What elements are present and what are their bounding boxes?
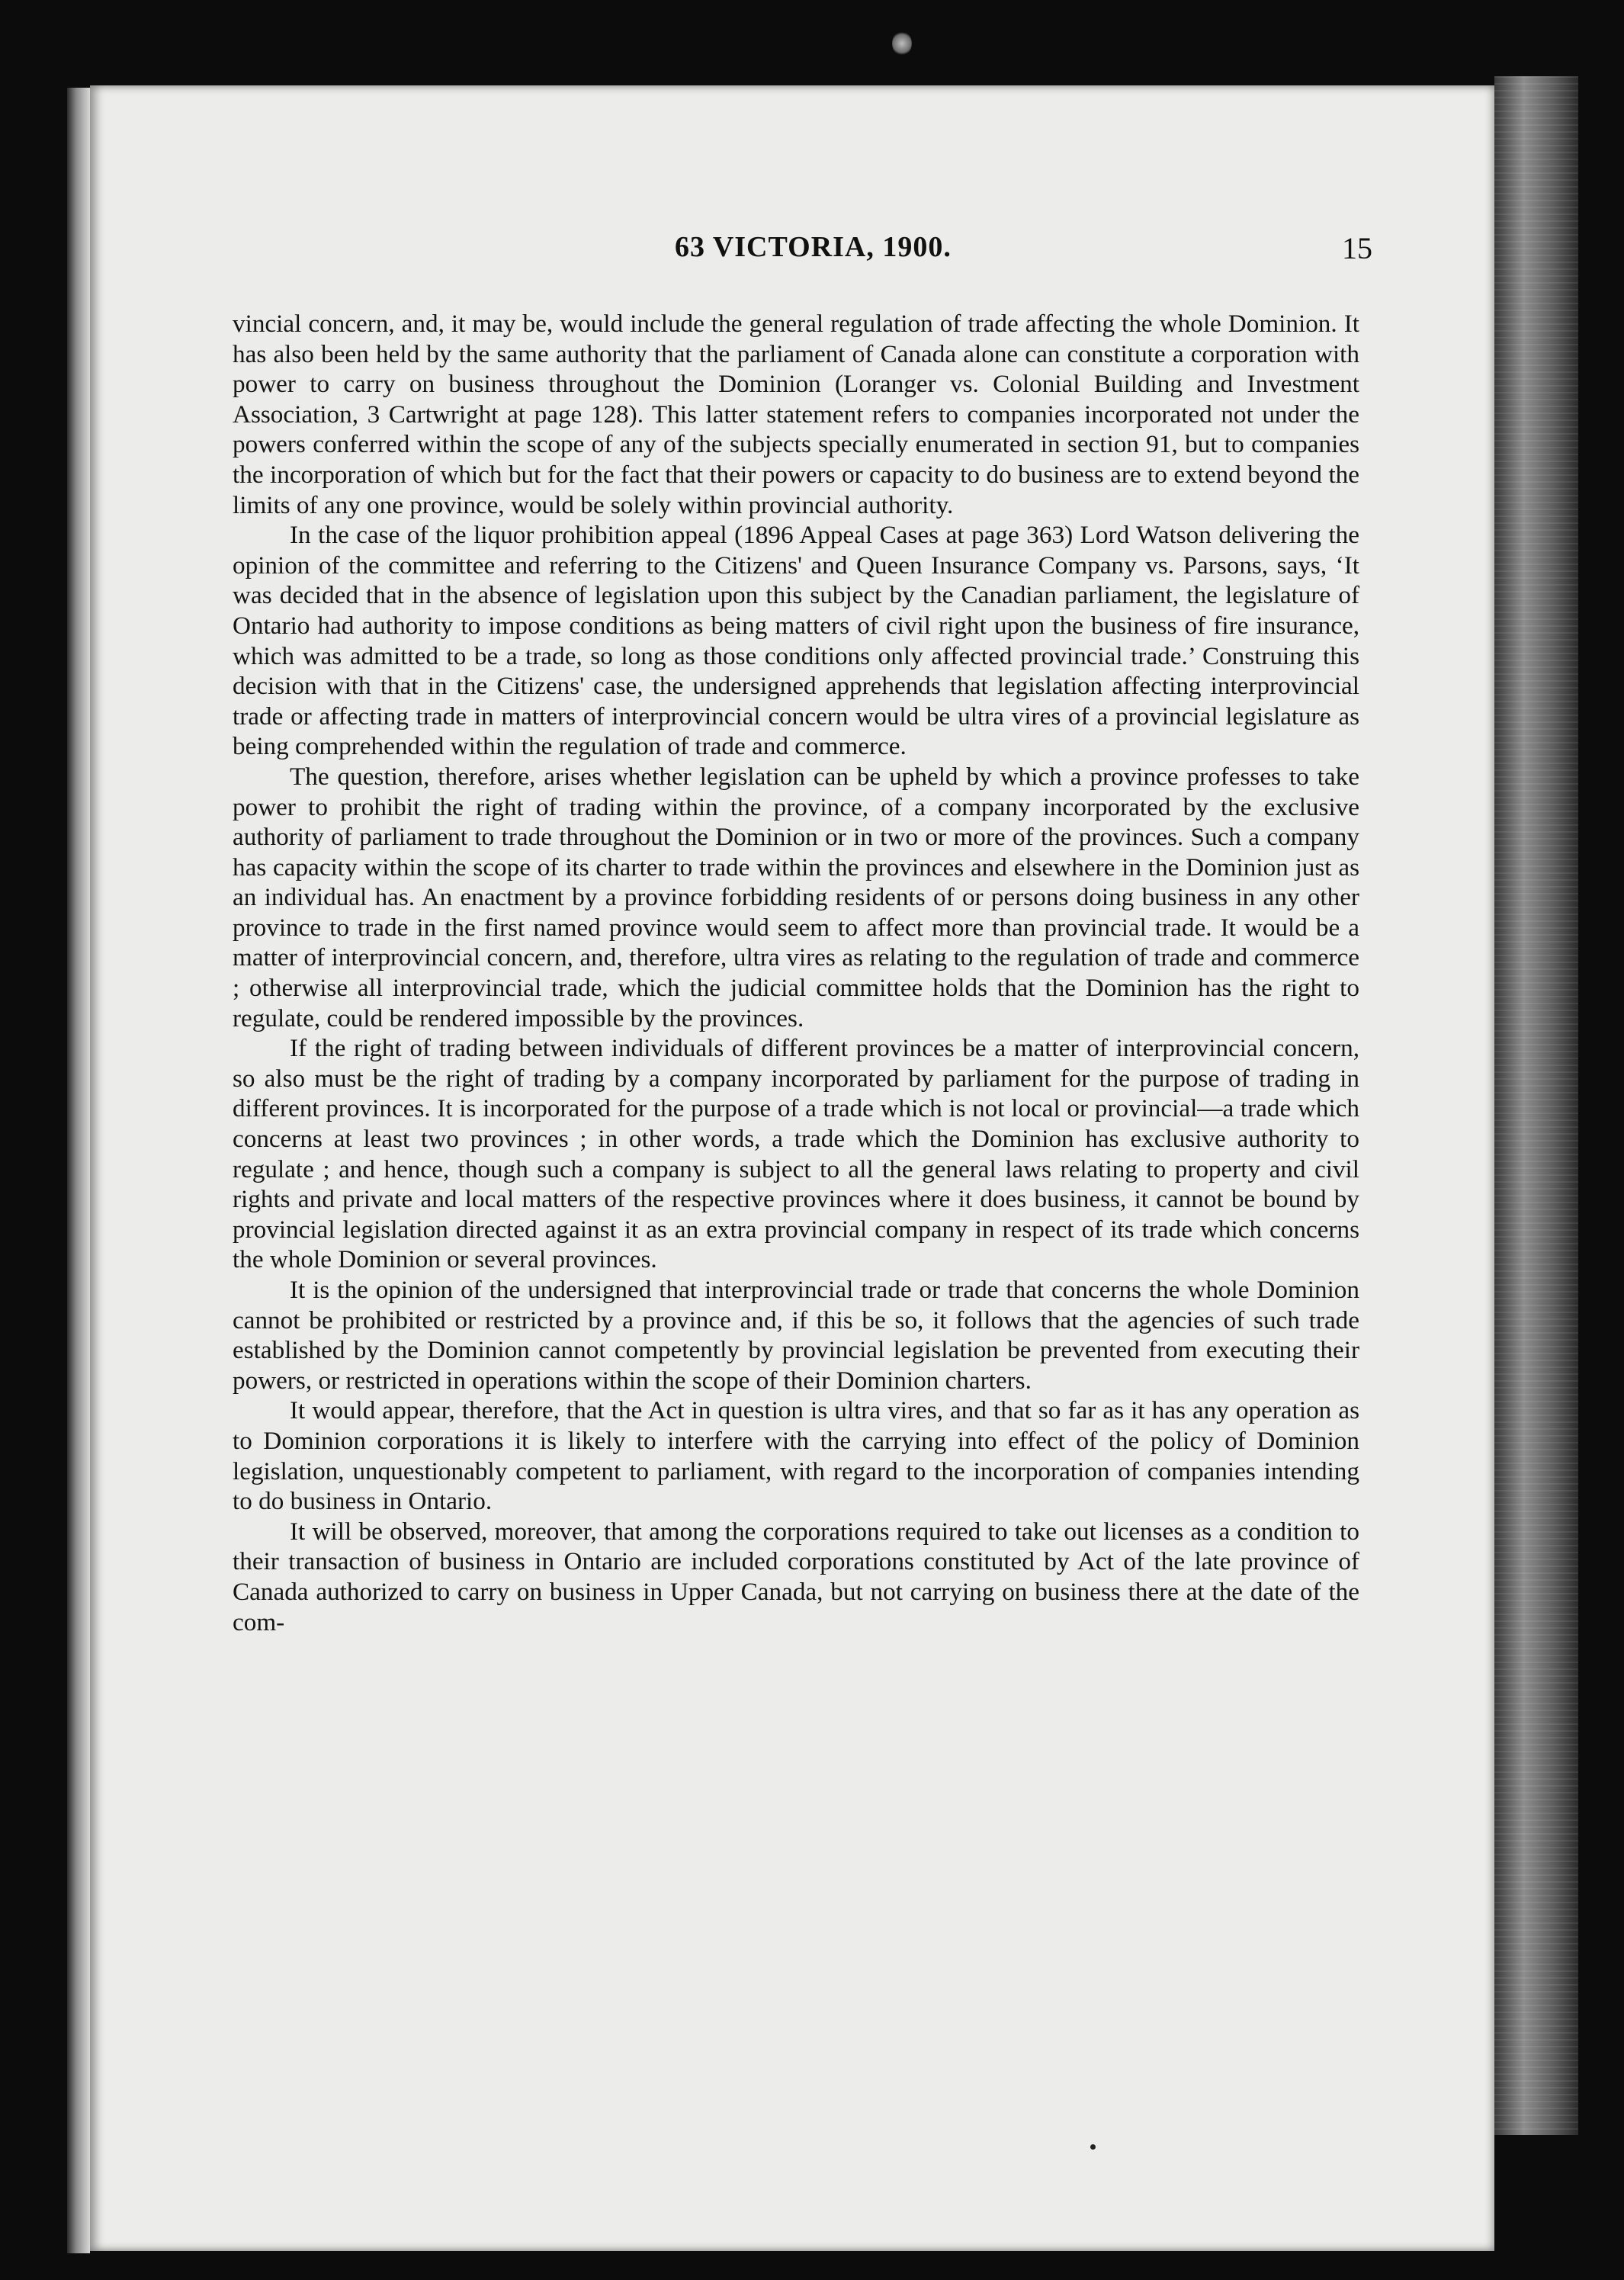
paragraph-5: It is the opinion of the undersigned that interprovincial trade or trade that concerns the whole Dominion cannot be prohibited or restricted by a province and, if this be so, it follows that the agencies of such trade established by the Dominion cannot competently by provincial legislation be prevented from executing their powers, or restricted in operations within the scope of their Dominion charters.	[233, 1276, 1359, 1395]
footer-dot	[1090, 2144, 1096, 2150]
top-scan-mark	[892, 31, 912, 56]
paragraph-6: It would appear, therefore, that the Act in question is ultra vires, and that so far as it has any operation as to Dominion corporations it is likely to interfere with the carrying into effect of the policy of Dominion legislation, unquestionably competent to parliament, with regard to the incorporation of companies intending to do business in Ontario.	[233, 1396, 1359, 1516]
paragraph-4: If the right of trading between individuals of different provinces be a matter of interprovincial concern, so also must be the right of trading by a company incorporated by parliament for the purpose of trading in different provinces. It is incorporated for the purpose of a trade which is not local or provincial—a trade which concerns at least two provinces ; in other words, a trade which the Dominion has exclusive authority to regulate ; and hence, though such a company is subject to all the general laws relating to property and civil rights and private and local matters of the respective provinces where it does business, it cannot be bound by provincial legislation directed against it as an extra provincial company in respect of its trade which concerns the whole Dominion or several provinces.	[233, 1034, 1359, 1274]
paragraph-7: It will be observed, moreover, that among the corporations required to take out licenses as a condition to their transaction of business in Ontario are included corporations constituted by Act of the late province of Canada authorized to carry on business in Upper Canada, but not carrying on business there at the date of the com-	[233, 1517, 1359, 1636]
running-head: 63 VICTORIA, 1900.	[675, 231, 952, 263]
paragraph-2: In the case of the liquor prohibition appeal (1896 Appeal Cases at page 363) Lord Watson delivering the opinion of the committee and referring to the Citizens' and Queen Insurance Company vs. Parsons, says, ‘It was decided that in the absence of legislation upon this subject by the Canadian parliament, the legislature of Ontario had authority to impose conditions as being matters of civil right upon the business of fire insurance, which was admitted to be a trade, so long as those conditions only affected provincial trade.’ Construing this decision with that in the Citizens' case, the undersigned apprehends that legislation affecting interprovincial trade or affecting trade in matters of interprovincial concern would be ultra vires of a provincial legislature as being comprehended within the regulation of trade and commerce.	[233, 521, 1359, 761]
page-header	[229, 230, 1372, 276]
paragraph-3: The question, therefore, arises whether legislation can be upheld by which a province professes to take power to prohibit the right of trading within the province, of a company incorporated by the exclusive authority of parliament to trade throughout the Dominion or in two or more of the provinces. Such a company has capacity within the scope of its charter to trade within the provinces and elsewhere in the Dominion just as an individual has. An enactment by a province forbidding residents of or persons doing business in any other province to trade in the first named province would seem to affect more than provincial trade. It would be a matter of interprovincial concern, and, therefore, ultra vires as relating to the regulation of trade and commerce ; otherwise all interprovincial trade, which the judicial committee holds that the Dominion has the right to regulate, could be rendered impossible by the provinces.	[233, 762, 1359, 1032]
right-page-edge	[1494, 76, 1578, 2135]
left-binding-strip	[67, 88, 90, 2253]
page-number: 15	[1342, 231, 1372, 265]
body-text	[233, 309, 1359, 1637]
paragraph-1: vincial concern, and, it may be, would include the general regulation of trade affecting the whole Dominion. It has also been held by the same authority that the parliament of Canada alone can constitute a corporation with power to carry on business throughout the Dominion (Loranger vs. Colonial Building and Investment Association, 3 Cartwright at page 128). This latter statement refers to companies incorporated not under the powers conferred within the scope of any of the subjects specially enumerated in section 91, but to companies the incorporation of which but for the fact that their powers or capacity to do business are to extend beyond the limits of any one province, would be solely within provincial authority.	[233, 310, 1359, 519]
